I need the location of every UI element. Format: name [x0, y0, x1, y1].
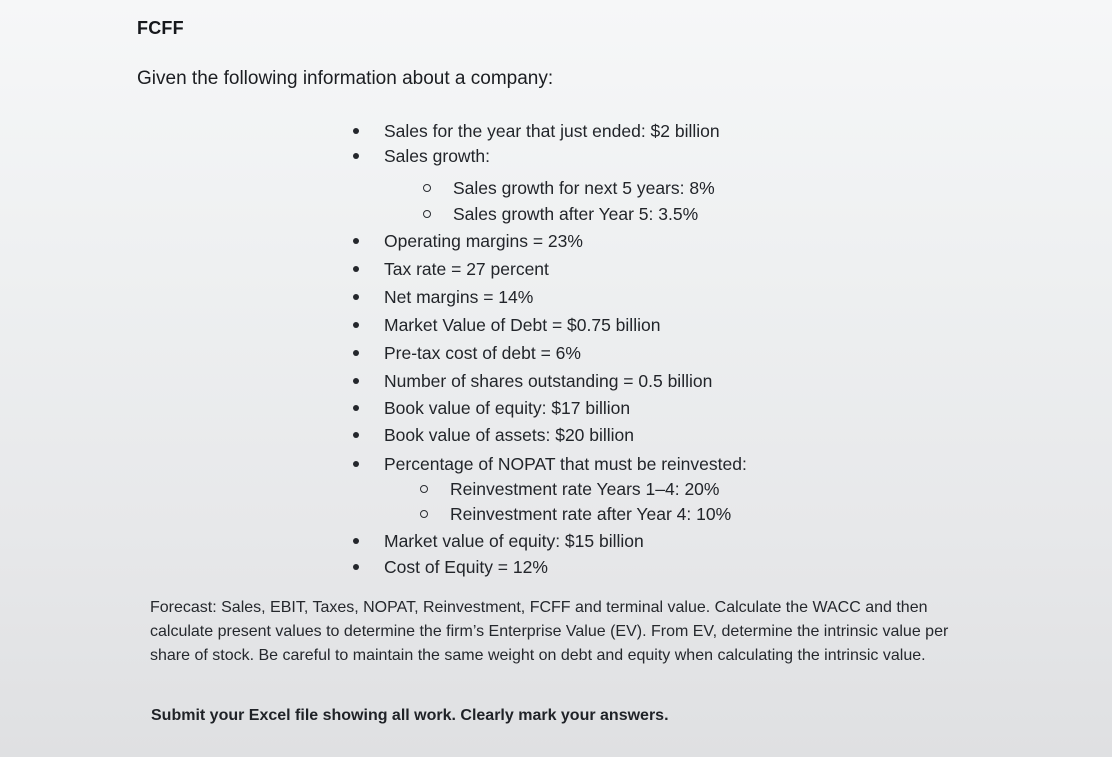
list-item-text: Percentage of NOPAT that must be reinvested:: [384, 454, 747, 474]
bullet-icon: [353, 266, 359, 272]
circle-bullet-icon: [420, 485, 428, 493]
bullet-icon: [353, 153, 359, 159]
sub-list-item-text: Sales growth for next 5 years: 8%: [453, 178, 715, 198]
sub-list-item-text: Reinvestment rate after Year 4: 10%: [450, 504, 732, 524]
intro-text: Given the following information about a company:: [137, 68, 554, 89]
list-item-text: Market value of equity: $15 billion: [384, 531, 644, 551]
list-item: [384, 286, 533, 308]
list-item-text: Cost of Equity = 12%: [384, 557, 548, 577]
list-item: [384, 556, 548, 578]
list-item: [384, 230, 583, 252]
bullet-icon: [353, 238, 359, 244]
list-item-text: Book value of assets: $20 billion: [384, 425, 635, 445]
list-item-text: Net margins = 14%: [384, 287, 534, 307]
instructions-paragraph: Forecast: Sales, EBIT, Taxes, NOPAT, Reinvestment, FCFF and terminal value. Calculate the WACC and then calculate present values to determine the firm’s Enterprise Value (EV). From EV, determine the intrinsic value per share of stock. Be careful to maintain the same weight on debt and equity when calculating the intrinsic value.: [150, 599, 949, 664]
list-item-text: Number of shares outstanding = 0.5 billion: [384, 371, 713, 391]
bullet-icon: [353, 378, 359, 384]
list-item: [384, 370, 712, 392]
list-item: [384, 145, 490, 167]
sub-list-item-text: Reinvestment rate Years 1–4: 20%: [450, 479, 720, 499]
list-item: [384, 120, 720, 142]
sub-list-item: [453, 203, 698, 225]
list-item-text: Operating margins = 23%: [384, 231, 583, 251]
list-item: [384, 258, 549, 280]
list-item-text: Tax rate = 27 percent: [384, 259, 549, 279]
sub-list-item-text: Sales growth after Year 5: 3.5%: [453, 204, 699, 224]
bullet-icon: [353, 405, 359, 411]
list-item: [384, 453, 747, 475]
bullet-icon: [353, 538, 359, 544]
list-item: [384, 314, 660, 336]
list-item-text: Pre-tax cost of debt = 6%: [384, 343, 581, 363]
list-item: [384, 530, 644, 552]
circle-bullet-icon: [420, 510, 428, 518]
sub-list-item: [453, 177, 715, 199]
list-item-text: Sales for the year that just ended: $2 billion: [384, 121, 720, 141]
list-item-text: Book value of equity: $17 billion: [384, 398, 631, 418]
bullet-icon: [353, 128, 359, 134]
bullet-icon: [353, 564, 359, 570]
list-item-text: Market Value of Debt = $0.75 billion: [384, 315, 661, 335]
bullet-icon: [353, 322, 359, 328]
circle-bullet-icon: [423, 184, 431, 192]
circle-bullet-icon: [423, 210, 431, 218]
submit-note: Submit your Excel file showing all work. Clearly mark your answers.: [151, 707, 669, 724]
list-item-text: Sales growth:: [384, 146, 491, 166]
document-title: FCFF: [137, 18, 184, 38]
bullet-icon: [353, 294, 359, 300]
list-item: [384, 424, 634, 446]
sub-list-item: [450, 478, 719, 500]
list-item: [384, 342, 581, 364]
bullet-icon: [353, 461, 359, 467]
list-item: [384, 397, 630, 419]
bullet-icon: [353, 432, 359, 438]
sub-list-item: [450, 503, 731, 525]
bullet-icon: [353, 350, 359, 356]
